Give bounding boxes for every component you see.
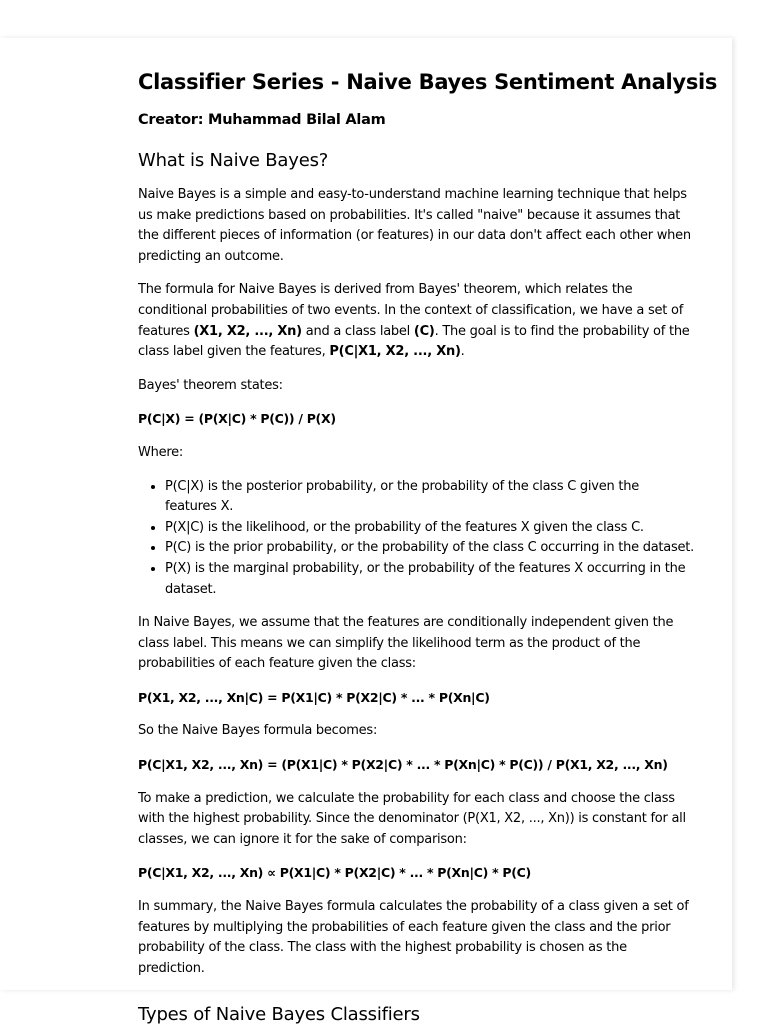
formula-becomes: So the Naive Bayes formula becomes: — [138, 723, 378, 739]
section-heading-types: Types of Naive Bayes Classifiers — [138, 1004, 420, 1026]
where-label: Where: — [138, 444, 184, 460]
independence-paragraph: In Naive Bayes, we assume that the features are conditionally independent given the class label. This means we can simplify the likelihood term as the product of the probabilities of each feature given the class: — [138, 615, 674, 672]
document-content — [138, 68, 718, 1027]
summary-paragraph: In summary, the Naive Bayes formula calculates the probability of a class given a set of features by multiplying the probabilities of each feature given the class and the prior probability of the class. The class with the highest probability is chosen as the prediction. — [138, 899, 689, 976]
naive-bayes-equation: P(C|X1, X2, ..., Xn) = (P(X1|C) * P(X2|C) * ... * P(Xn|C) * P(C)) / P(X1, X2, ..., Xn) — [138, 757, 668, 773]
formula-paragraph — [138, 280, 694, 362]
list-item: • P(X|C) is the likelihood, or the probability of the features X given the class C. — [165, 518, 694, 539]
section-heading-what-is-naive-bayes: What is Naive Bayes? — [138, 150, 329, 171]
prediction-paragraph: To make a prediction, we calculate the probability for each class and choose the class with the highest probability. Since the denominator (P(X1, X2, ..., Xn)) is constant for all classes, we can ignore it for the sake of comparison: — [138, 790, 686, 847]
definitions-list — [138, 477, 694, 601]
formula-text-4: . — [460, 344, 465, 360]
list-item: • P(X) is the marginal probability, or the probability of the features X occurring in the dataset. — [165, 559, 694, 600]
likelihood-equation: P(X1, X2, ..., Xn|C) = P(X1|C) * P(X2|C) * ... * P(Xn|C) — [138, 689, 490, 705]
formula-text-2: and a class label — [301, 323, 414, 339]
list-item: • P(C|X) is the posterior probability, or the probability of the class C given the features X. — [165, 477, 694, 518]
document-page — [0, 38, 732, 1026]
posterior-bold: P(C|X1, X2, ..., Xn) — [329, 344, 461, 360]
bayes-theorem-states: Bayes' theorem states: — [138, 377, 283, 393]
creator-line: Creator: Muhammad Bilal Alam — [138, 112, 386, 128]
formula-text-1: The formula for Naive Bayes is derived from Bayes' theorem, which relates the conditional probabilities of two events. In the context of classification, we have a set of features — [138, 282, 684, 339]
intro-paragraph: Naive Bayes is a simple and easy-to-understand machine learning technique that helps us make predictions based on probabilities. It's called "naive" because it assumes that the different pieces of information (or features) in our data don't affect each other when predicting an outcome. — [138, 187, 691, 264]
bayes-equation: P(C|X) = (P(X|C) * P(C)) / P(X) — [138, 411, 336, 427]
class-label-bold: (C) — [413, 323, 435, 339]
proportional-equation: P(C|X1, X2, ..., Xn) ∝ P(X1|C) * P(X2|C) * ... * P(Xn|C) * P(C) — [138, 865, 531, 881]
list-item: • P(C) is the prior probability, or the probability of the class C occurring in the dataset. — [165, 538, 694, 559]
formula-text-3: . The goal is to find the probability of the class label given the features, — [138, 323, 690, 360]
features-set-bold: (X1, X2, ..., Xn) — [193, 323, 302, 339]
document-title: Classifier Series - Naive Bayes Sentiment Analysis — [138, 70, 718, 94]
